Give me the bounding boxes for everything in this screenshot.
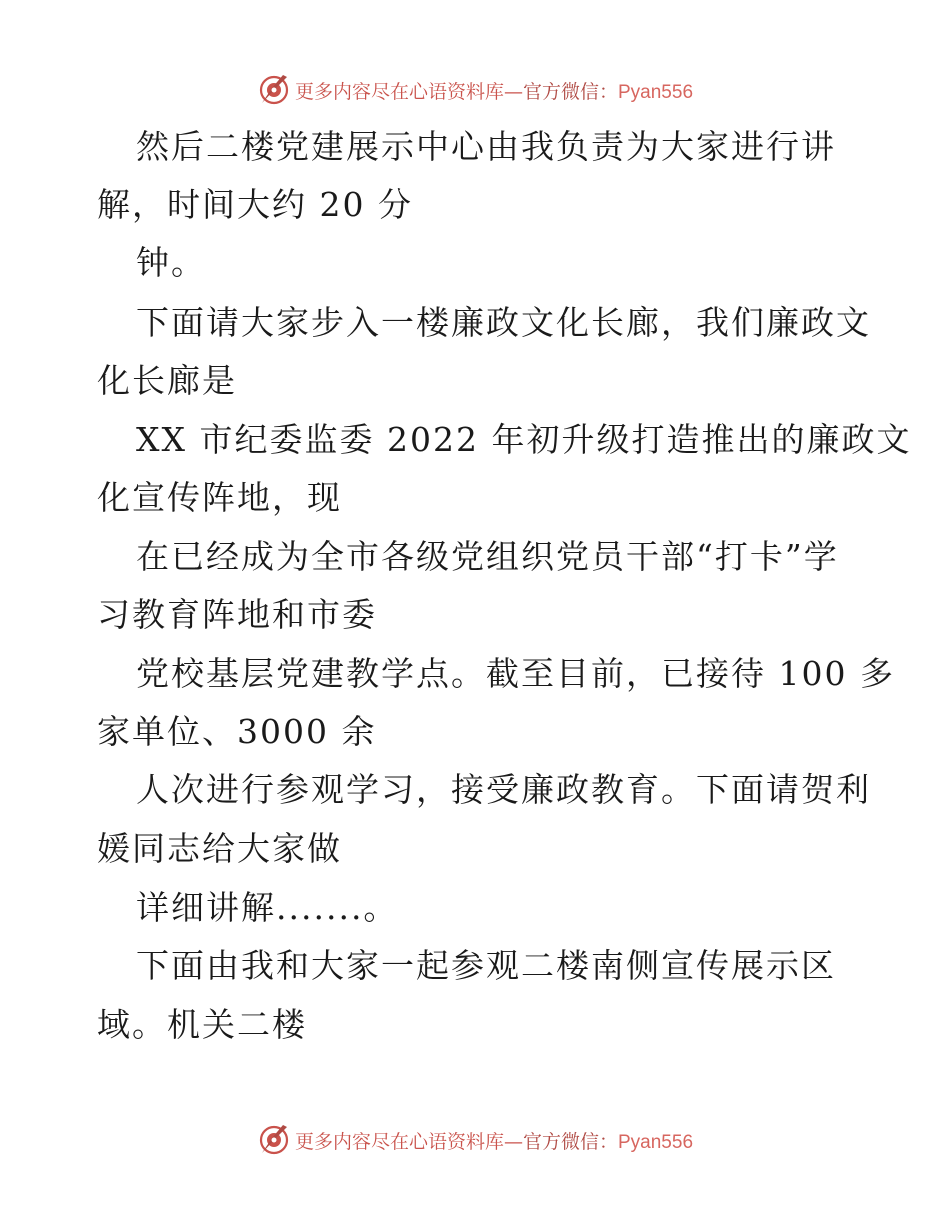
footer-banner-text (295, 1127, 693, 1154)
body-line-8: 在已经成为全市各级党组织党员干部“打卡”学 (136, 537, 839, 576)
body-line-15: 下面由我和大家一起参观二楼南侧宣传展示区 (136, 946, 836, 985)
header-site-name: 更多内容尽在心语资料库 (294, 80, 504, 103)
header-dash: — (503, 80, 523, 103)
body-line-11: 家单位、3000 余 (97, 712, 377, 751)
body-line-6: XX 市纪委监委 2022 年初升级打造推出的廉政文 (136, 420, 912, 459)
header-banner-inner (257, 73, 693, 107)
header-wechat-id: Pyan556 (618, 81, 694, 103)
body-line-12: 人次进行参观学习，接受廉政教育。下面请贺利 (136, 770, 871, 809)
footer-banner-inner (257, 1123, 693, 1157)
body-line-10: 党校基层党建教学点。截至目前，已接待 100 多 (136, 654, 895, 693)
footer-wechat-id: Pyan556 (618, 1131, 694, 1153)
body-line-7: 化宣传阵地，现 (97, 478, 342, 517)
body-line-1: 然后二楼党建展示中心由我负责为大家进行讲 (136, 127, 836, 166)
pen-nib-logo-icon (257, 73, 291, 107)
header-banner-text (295, 77, 693, 104)
body-line-13: 媛同志给大家做 (97, 829, 342, 868)
body-line-5: 化长廊是 (97, 361, 237, 400)
footer-dash: — (503, 1130, 523, 1153)
body-line-9: 习教育阵地和市委 (97, 595, 377, 634)
body-line-14: 详细讲解.......。 (136, 888, 399, 927)
body-line-16: 域。机关二楼 (97, 1005, 307, 1044)
pen-nib-logo-icon (257, 1123, 291, 1157)
footer-wechat-label: 官方微信： (522, 1130, 618, 1153)
page-header-banner (0, 70, 950, 110)
page-footer-banner (0, 1120, 950, 1160)
header-wechat-label: 官方微信： (522, 80, 618, 103)
body-line-2: 解，时间大约 20 分 (97, 185, 413, 224)
body-line-4: 下面请大家步入一楼廉政文化长廊，我们廉政文 (136, 303, 871, 342)
footer-site-name: 更多内容尽在心语资料库 (294, 1130, 504, 1153)
body-line-3: 钟。 (136, 243, 206, 282)
